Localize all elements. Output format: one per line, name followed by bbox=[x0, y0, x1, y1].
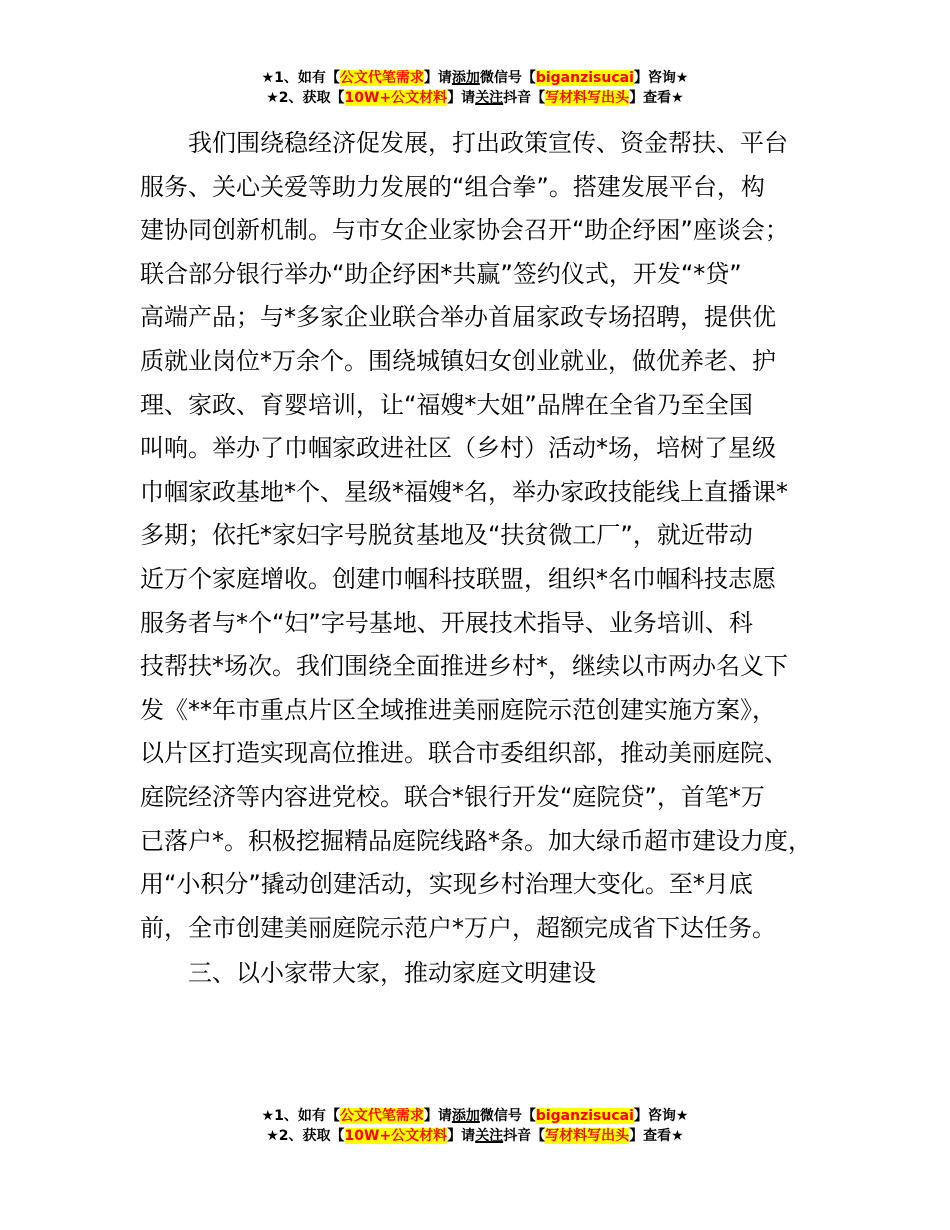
banner-text: 】请 bbox=[447, 1128, 476, 1144]
banner-text: 抖音【 bbox=[503, 1128, 546, 1144]
banner-text: ★2、获取【 bbox=[266, 90, 345, 106]
banner-text: 】咨询★ bbox=[633, 70, 689, 86]
banner-highlight: 公文代笔需求 bbox=[339, 70, 424, 86]
banner-highlight: 10W+公文材料 bbox=[344, 90, 448, 106]
banner-underline: 关注 bbox=[475, 90, 504, 106]
paragraph-line: 多期；依托*家妇字号脱贫基地及“扶贫微工厂”，就近带动 bbox=[140, 521, 753, 550]
paragraph-line: 近万个家庭增收。创建巾帼科技联盟，组织*名巾帼科技志愿 bbox=[140, 564, 776, 593]
paragraph-line: 理、家政、育婴培训，让“福嫂*大姐”品牌在全省乃至全国 bbox=[140, 390, 753, 419]
paragraph-line: 服务、关心关爱等助力发展的“组合拳”。搭建发展平台，构 bbox=[140, 172, 765, 201]
paragraph-line: 巾帼家政基地*个、星级*福嫂*名，举办家政技能线上直播课* bbox=[140, 477, 788, 506]
body-paragraph bbox=[140, 122, 830, 950]
banner-text: ★1、如有【 bbox=[261, 1108, 340, 1124]
footer-banner bbox=[0, 1106, 950, 1146]
paragraph-line: 用“小积分”撬动创建活动，实现乡村治理大变化。至*月底 bbox=[140, 870, 753, 899]
banner-text: 】请 bbox=[423, 1108, 452, 1124]
banner-highlight-douyin: 写材料写出头 bbox=[545, 90, 630, 106]
paragraph-line: 叫响。举办了巾帼家政进社区（乡村）活动*场，培树了星级 bbox=[140, 434, 776, 463]
banner-line-2 bbox=[0, 1126, 950, 1146]
banner-text: 】查看★ bbox=[629, 1128, 684, 1144]
banner-text: 微信号【 bbox=[479, 70, 536, 86]
paragraph-line: 庭院经济等内容进党校。联合*银行开发“庭院贷”，首笔*万 bbox=[140, 782, 765, 811]
banner-line-1 bbox=[0, 1106, 950, 1126]
paragraph-line: 我们围绕稳经济促发展，打出政策宣传、资金帮扶、平台 bbox=[140, 129, 788, 157]
banner-highlight: 10W+公文材料 bbox=[344, 1128, 448, 1144]
banner-text: 】咨询★ bbox=[633, 1108, 689, 1124]
paragraph-line: 前，全市创建美丽庭院示范户*万户，超额完成省下达任务。 bbox=[140, 913, 776, 942]
banner-text: 】查看★ bbox=[629, 90, 684, 106]
banner-underline: 添加 bbox=[451, 70, 480, 86]
banner-text: 抖音【 bbox=[503, 90, 546, 106]
banner-text: 】请 bbox=[423, 70, 452, 86]
paragraph-line: 已落户*。积极挖掘精品庭院线路*条。加大绿币超市建设力度， bbox=[140, 826, 812, 855]
banner-underline: 关注 bbox=[475, 1128, 504, 1144]
paragraph-line: 以片区打造实现高位推进。联合市委组织部，推动美丽庭院、 bbox=[140, 739, 788, 768]
banner-highlight-wechat-id: biganzisucai bbox=[535, 70, 634, 86]
paragraph-line: 联合部分银行举办“助企纾困*共赢”签约仪式，开发“*贷” bbox=[140, 259, 742, 288]
banner-text: 】请 bbox=[447, 90, 476, 106]
paragraph-line: 建协同创新机制。与市女企业家协会召开“助企纾困”座谈会； bbox=[140, 216, 789, 245]
banner-highlight-douyin: 写材料写出头 bbox=[545, 1128, 630, 1144]
paragraph-line: 发《**年市重点片区全域推进美丽庭院示范创建实施方案》， bbox=[140, 695, 776, 724]
banner-text: ★2、获取【 bbox=[266, 1128, 345, 1144]
header-banner bbox=[0, 68, 950, 108]
banner-highlight: 公文代笔需求 bbox=[339, 1108, 424, 1124]
banner-line-1 bbox=[0, 68, 950, 88]
paragraph-line: 技帮扶*场次。我们围绕全面推进乡村*，继续以市两办名义下 bbox=[140, 652, 788, 681]
banner-line-2 bbox=[0, 88, 950, 108]
banner-highlight-wechat-id: biganzisucai bbox=[535, 1108, 634, 1124]
paragraph-line: 高端产品；与*多家企业联合举办首届家政专场招聘，提供优 bbox=[140, 303, 776, 332]
paragraph-line: 服务者与*个“妇”字号基地、开展技术指导、业务培训、科 bbox=[140, 608, 753, 637]
banner-underline: 添加 bbox=[451, 1108, 480, 1124]
paragraph-line: 质就业岗位*万余个。围绕城镇妇女创业就业，做优养老、护 bbox=[140, 346, 776, 375]
banner-text: 微信号【 bbox=[479, 1108, 536, 1124]
section-heading: 三、以小家带大家，推动家庭文明建设 bbox=[188, 959, 596, 987]
banner-text: ★1、如有【 bbox=[261, 70, 340, 86]
